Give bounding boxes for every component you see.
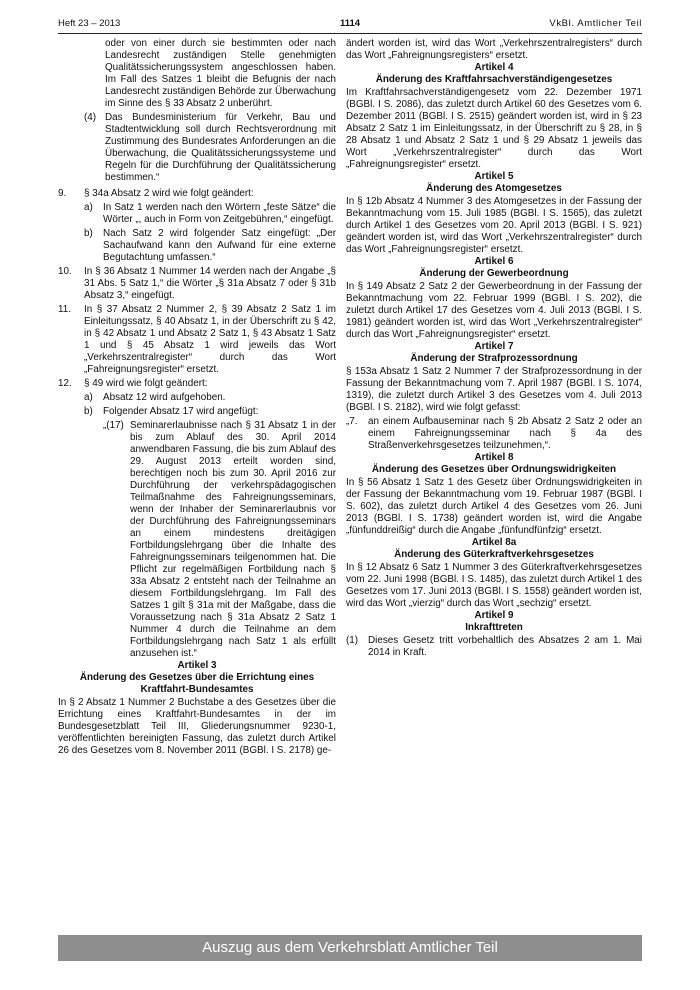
list-item	[58, 378, 336, 390]
paragraph: In § 56 Absatz 1 Satz 1 des Gesetz über Ordnungswidrigkeiten in der Fassung der Bekanntmachung vom 19. Februar 1987 (BGBl. I S. 602), das zuletzt durch Artikel 4 des Gesetzes vom 26. Juni 2013 (BGBl. I S. 1738) geändert worden ist, wird die Angabe „fünfunddreißig“ durch die Angabe „fünfundfünfzig“ ersetzt.	[346, 477, 642, 536]
item-number: b)	[84, 228, 93, 239]
paragraph: In § 149 Absatz 2 Satz 2 der Gewerbeordnung in der Fassung der Bekanntmachung vom 22. Februar 1999 (BGBl. I S. 202), die zuletzt durch Artikel 17 des Gesetzes vom 4. Juli 2013 (BGBl. I S. 1981) geändert worden ist, wird das Wort „Verkehrszentralregister“ durch das Wort „Fahreignungsregister“ ersetzt.	[346, 281, 642, 340]
article-label: Artikel 8	[474, 452, 514, 463]
list-item	[58, 112, 336, 184]
left-column	[58, 38, 336, 757]
paragraph: Absatz 12 wird aufgehoben.	[103, 392, 226, 403]
paragraph: In § 12b Absatz 4 Nummer 3 des Atomgesetzes in der Fassung der Bekanntmachung vom 15. Juli 1985 (BGBl. I S. 1565), das zuletzt durch Artikel 1 des Gesetzes vom 20. April 2013 (BGBl. I S. 921) geändert worden ist, wird das Wort „Verkehrszentralregister“ durch das Wort „Fahreignungsregister“ ersetzt.	[346, 196, 642, 255]
paragraph: Das Bundesministerium für Verkehr, Bau und Stadtentwicklung soll durch Rechtsverordnung mit Zustimmung des Bundesrates Anforderungen an die Überwachung, die Qualitätssicherungssysteme und Regeln für die Durchführung der Qualitätssicherung bestimmen.“	[105, 112, 336, 183]
paragraph: In § 36 Absatz 1 Nummer 14 werden nach der Angabe „§ 31 Abs. 5 Satz 1,“ die Wörter „§ 31a Absatz 7 oder § 31b Absatz 3,“ eingefügt.	[84, 266, 336, 301]
list-item	[58, 392, 336, 404]
paragraph: ändert worden ist, wird das Wort „Verkehrszentralregisters“ durch das Wort „Fahreignungsregisters“ ersetzt.	[346, 38, 642, 61]
item-number: a)	[84, 202, 93, 213]
list-item	[58, 38, 336, 110]
item-number: 12.	[58, 378, 72, 389]
paragraph: § 153a Absatz 1 Satz 2 Nummer 7 der Strafprozessordnung in der Fassung der Bekanntmachung vom 7. April 1987 (BGBl. I S. 1074, 1319), die zuletzt durch Artikel 3 des Gesetzes vom 4. Juli 2013 (BGBl. I S. 2182), wird wie folgt gefasst:	[346, 366, 642, 413]
article-title: Änderung des Gesetzes über Ordnungswidrigkeiten	[371, 464, 617, 475]
paragraph: Nach Satz 2 wird folgender Satz eingefügt: „Der Sachaufwand kann den Aufwand für eine externe Begutachtung umfassen.“	[103, 228, 336, 263]
list-item	[58, 266, 336, 302]
item-number: „7.	[346, 416, 358, 427]
header-divider	[58, 33, 642, 34]
list-item	[346, 635, 642, 659]
paragraph: Dieses Gesetz tritt vorbehaltlich des Absatzes 2 am 1. Mai 2014 in Kraft.	[368, 635, 642, 658]
article-title: Änderung des Güterkraftverkehrsgesetzes	[394, 549, 594, 560]
list-item	[58, 228, 336, 264]
item-number: (4)	[84, 112, 97, 123]
issue-number: Heft 23 – 2013	[58, 18, 121, 29]
article-title: Inkrafttreten	[465, 622, 523, 633]
item-number: a)	[84, 392, 93, 403]
paragraph: In § 12 Absatz 6 Satz 1 Nummer 3 des Güterkraftverkehrsgesetzes vom 22. Juni 1998 (BGBl. I S. 1485), das zuletzt durch Artikel 1 des Gesetzes vom 17. Juni 2013 (BGBl. I S. 1558) geändert worden ist, wird das Wort „vierzig“ durch das Wort „sechzig“ ersetzt.	[346, 562, 642, 609]
paragraph: In § 2 Absatz 1 Nummer 2 Buchstabe a des Gesetzes über die Errichtung eines Kraftfahrt-Bundesamtes in der im Bundesgesetzblatt Teil III, Gliederungsnummer 9230-1, veröffentlichten bereinigten Fassung, das zuletzt durch Artikel 26 des Gesetzes vom 8. November 2011 (BGBl. I S. 2178) ge-	[58, 697, 336, 756]
article-title: Änderung der Strafprozessordnung	[410, 353, 578, 364]
article-label: Artikel 3	[177, 660, 217, 671]
article-label: Artikel 4	[474, 62, 514, 73]
list-item	[346, 416, 642, 452]
list-item	[58, 202, 336, 226]
list-item	[58, 420, 336, 660]
item-number: 9.	[58, 188, 67, 199]
page-header	[58, 18, 642, 32]
publication-name: VkBl. Amtlicher Teil	[549, 18, 642, 29]
item-number: b)	[84, 406, 93, 417]
article-label: Artikel 5	[474, 171, 514, 182]
article-title: Änderung des Kraftfahrsachverständigengesetzes	[375, 74, 613, 85]
paragraph: § 49 wird wie folgt geändert:	[84, 378, 208, 389]
article-label: Artikel 8a	[471, 537, 517, 548]
paragraph: an einem Aufbauseminar nach § 2b Absatz 2 Satz 2 oder an einem Fahreignungsseminar nach § 4a des Straßenverkehrsgesetzes teilzunehmen,“.	[368, 416, 642, 451]
item-number: „(17)	[103, 420, 124, 431]
item-number: (1)	[346, 635, 359, 646]
article-title: Änderung der Gewerbeordnung	[419, 268, 569, 279]
article-label: Artikel 7	[474, 341, 514, 352]
list-item	[58, 188, 336, 200]
paragraph: Seminarerlaubnisse nach § 31 Absatz 1 in der bis zum Ablauf des 30. April 2014 anwendbaren Fassung, die bis zum Ablauf des 29. August 2013 erteilt worden sind, berechtigen noch bis zum 30. April 2016 zur Durchführung der verkehrspädagogischen Teilmaßnahme des Fahreignungsseminars, wenn der Inhaber der Seminarerlaubnis vor der Durchführung des Fahreignungsseminars an einem mindestens dreitägigen Fortbildungslehrgang über die Inhalte des Fahreignungsseminars teilgenommen hat. Die Pflicht zur regelmäßigen Fortbildung nach § 33a Absatz 2 entsteht nach der Teilnahme an diesem Fortbildungslehrgang. Im Fall des Satzes 1 gilt § 31a mit der Maßgabe, dass die Voraussetzung nach § 31a Absatz 2 Satz 1 Nummer 4 durch die Teilnahme an dem Fortbildungslehrgang nach Satz 1 als erfüllt anzusehen ist.“	[130, 420, 336, 659]
paragraph: oder von einer durch sie bestimmten oder nach Landesrecht zuständigen Stelle genehmigten Qualitätssicherungssystem angeschlossen haben. Im Fall des Satzes 1 bleibt die Befugnis der nach Landesrecht zuständigen Behörde zur Überwachung im Sinne des § 33 Absatz 2 unberührt.	[105, 38, 336, 109]
article-label: Artikel 6	[474, 256, 514, 267]
item-number: 10.	[58, 266, 72, 277]
article-title: Änderung des Gesetzes über die Errichtung eines Kraftfahrt-Bundesamtes	[79, 672, 315, 695]
article-title: Änderung des Atomgesetzes	[426, 183, 562, 194]
article-label: Artikel 9	[474, 610, 514, 621]
list-item	[58, 304, 336, 376]
footer-banner: Auszug aus dem Verkehrsblatt Amtlicher Teil	[58, 935, 642, 961]
paragraph: Im Kraftfahrsachverständigengesetz vom 22. Dezember 1971 (BGBl. I S. 2086), das zuletzt durch Artikel 60 des Gesetzes vom 6. Dezember 2011 (BGBl. I S. 2515) geändert worden ist, wird in § 23 Absatz 2 Satz 1 im Einleitungssatz, in der Überschrift zu § 28, in § 28 Absatz 1 und Absatz 2 Satz 1 und § 29 Absatz 1 jeweils das Wort „Verkehrszentralregister“ durch das Wort „Fahreignungsregister“ ersetzt.	[346, 87, 642, 170]
paragraph: In § 37 Absatz 2 Nummer 2, § 39 Absatz 2 Satz 1 im Einleitungssatz, § 40 Absatz 1, in der Überschrift zu § 42, in § 42 Absatz 1 und Absatz 2 Satz 1, § 43 Absatz 1 Satz 1 und § 45 Absatz 1 wird jeweils das Wort „Verkehrszentralregister“ durch das Wort „Fahreignungsregister“ ersetzt.	[84, 304, 336, 375]
paragraph: In Satz 1 werden nach den Wörtern „feste Sätze“ die Wörter „, auch in Form von Zeitgebühren,“ eingefügt.	[103, 202, 336, 225]
paragraph: Folgender Absatz 17 wird angefügt:	[103, 406, 259, 417]
list-item	[58, 406, 336, 418]
item-number: 11.	[58, 304, 71, 315]
paragraph: § 34a Absatz 2 wird wie folgt geändert:	[84, 188, 254, 199]
page-number: 1114	[339, 18, 361, 29]
right-column	[346, 38, 642, 659]
